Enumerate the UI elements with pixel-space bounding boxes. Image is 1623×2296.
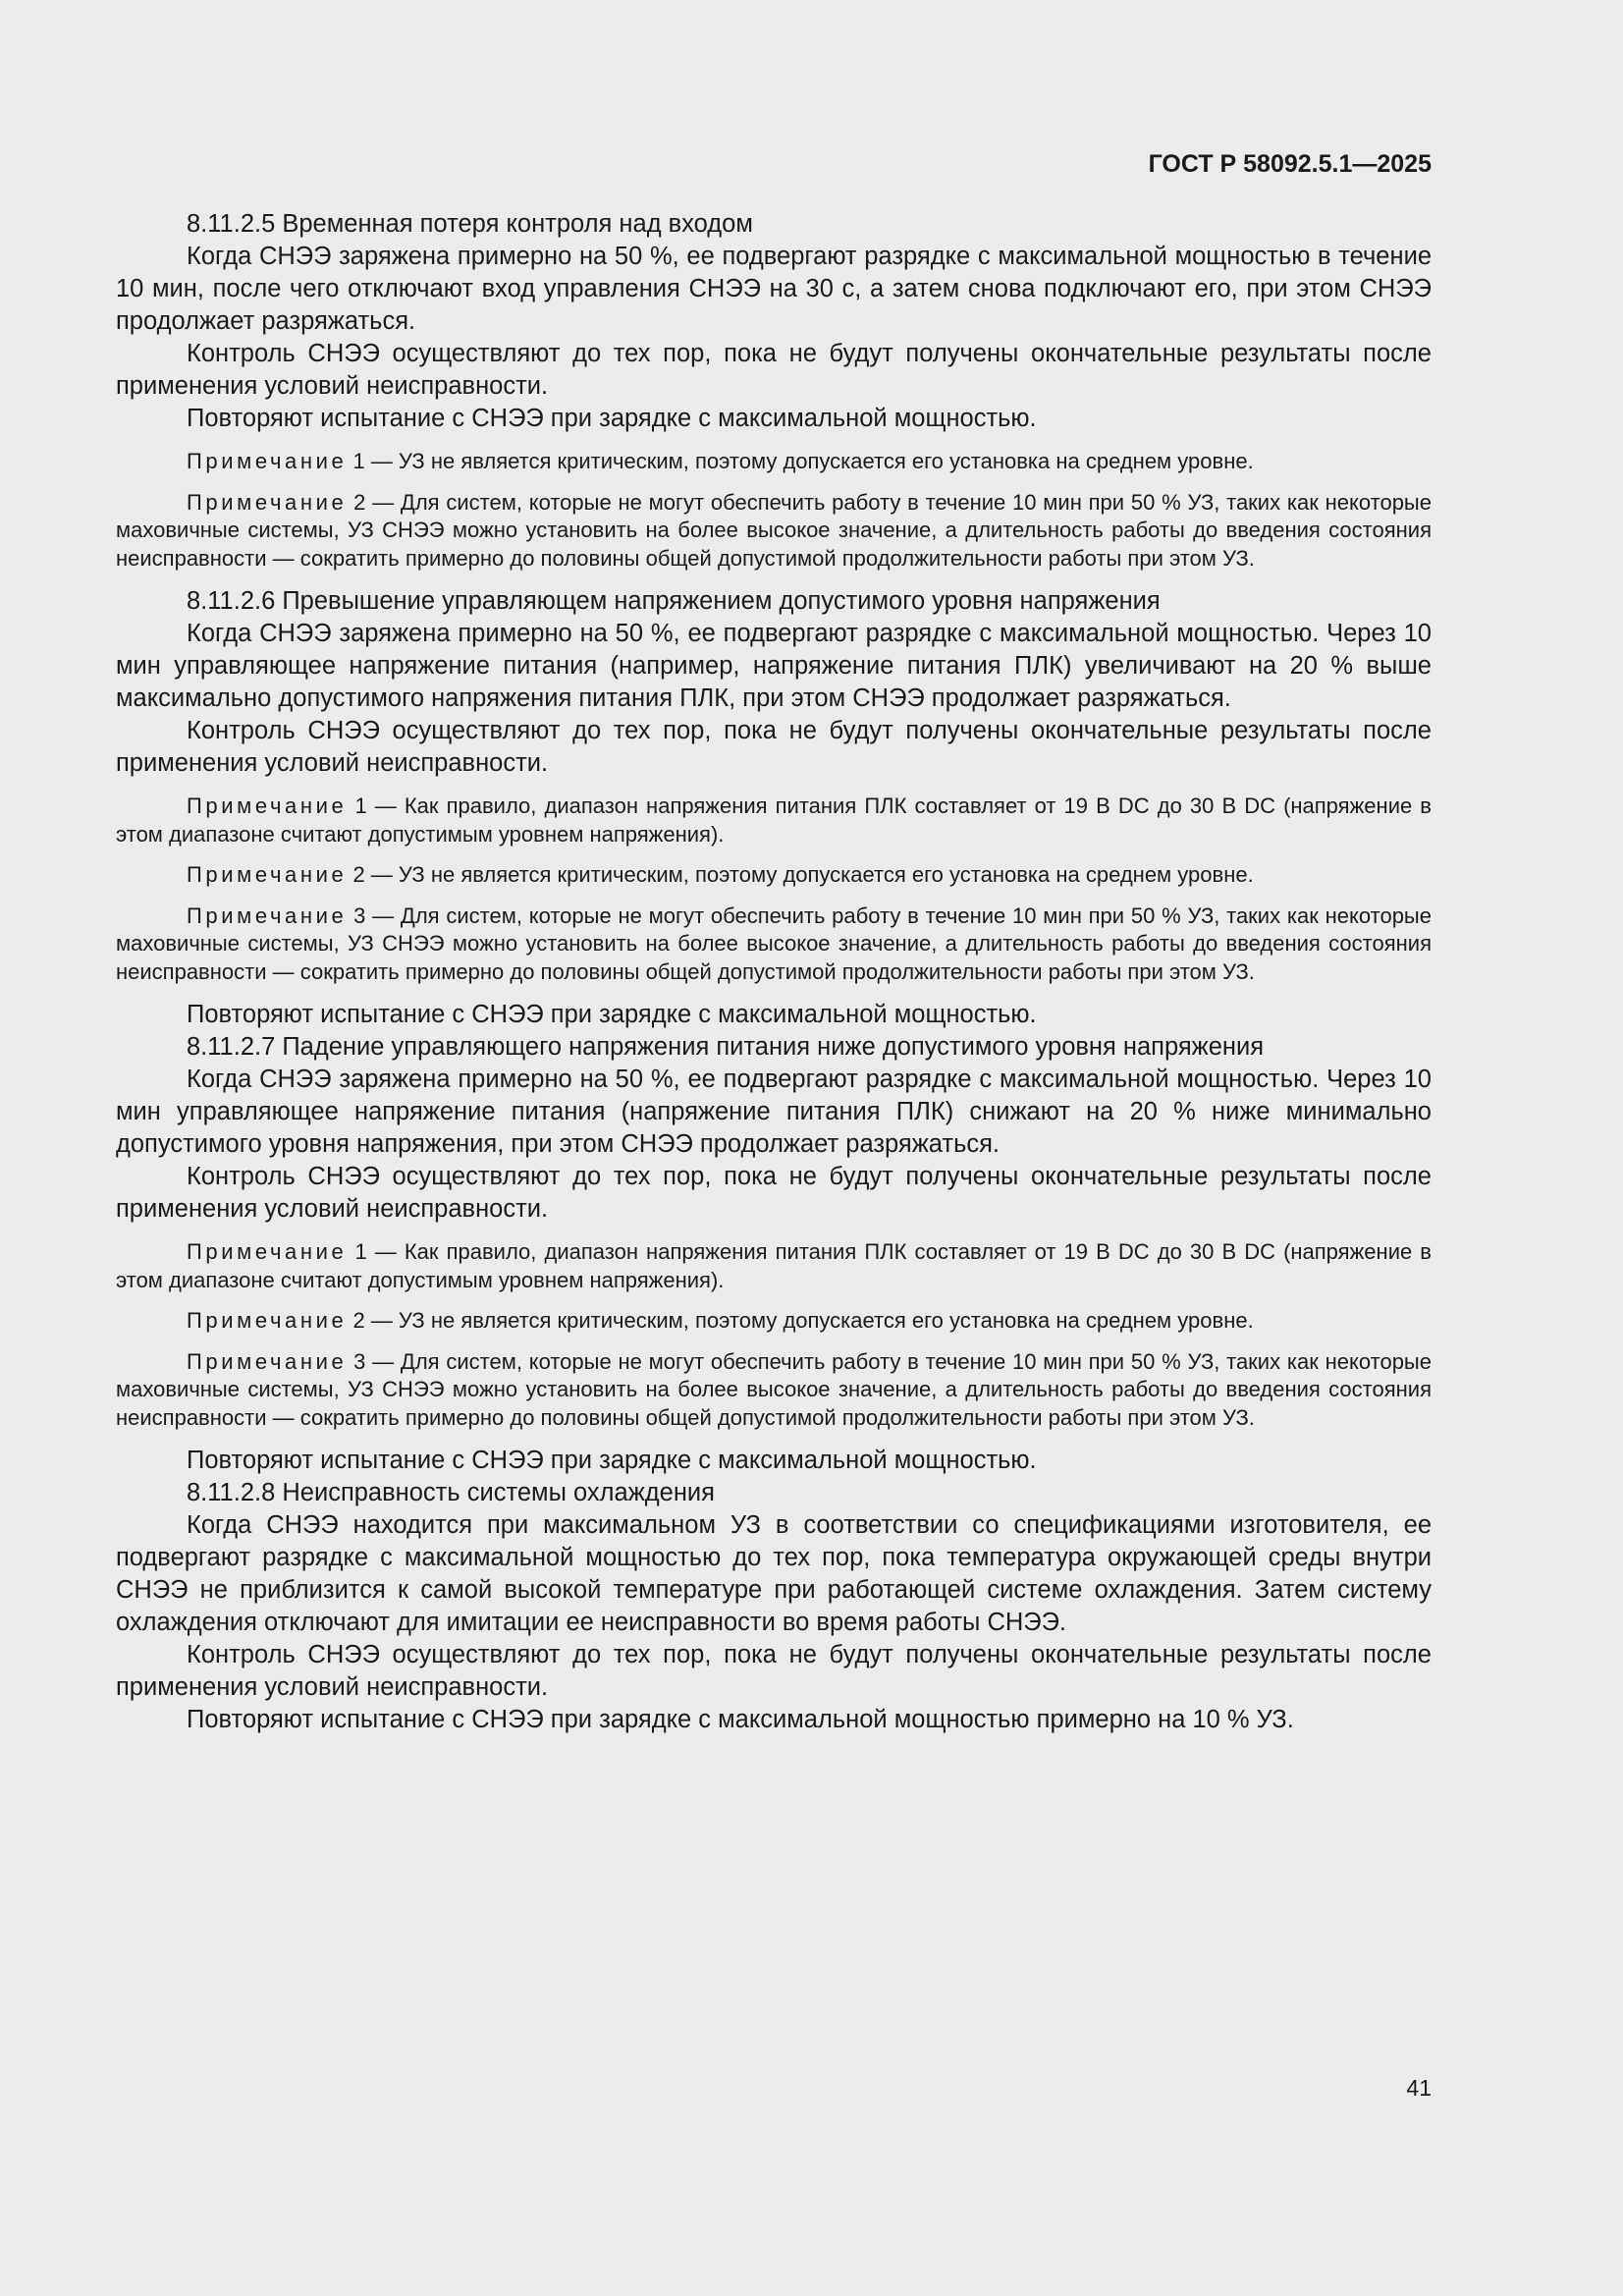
- note-text: 1 — Как правило, диапазон напряжения питания ПЛК составляет от 19 В DC до 30 В DC (напряжение в этом диапазоне считают допустимым уровнем напряжения).: [116, 1239, 1432, 1292]
- paragraph: Контроль СНЭЭ осуществляют до тех пор, пока не будут получены окончательные результаты после применения условий неисправности.: [116, 340, 1432, 400]
- note-label: Примечание: [187, 489, 348, 515]
- paragraph: Повторяют испытание с СНЭЭ при зарядке с максимальной мощностью примерно на 10 % УЗ.: [187, 1706, 1294, 1733]
- note-text: 3 — Для систем, которые не могут обеспечить работу в течение 10 мин при 50 % УЗ, таких как некоторые маховичные системы, УЗ СНЭЭ можно установить на более высокое значение, а длительность работы до введения состояния неисправности — сократить примерно до половины общей допустимой продолжительности работы при этом УЗ.: [116, 1348, 1432, 1430]
- note-text: 1 — Как правило, диапазон напряжения питания ПЛК составляет от 19 В DC до 30 В DC (напряжение в этом диапазоне считают допустимым уровнем напряжения).: [116, 793, 1432, 847]
- note-text: 2 — Для систем, которые не могут обеспечить работу в течение 10 мин при 50 % УЗ, таких как некоторые маховичные системы, УЗ СНЭЭ можно установить на более высокое значение, а длительность работы до введения состояния неисправности — сократить примерно до половины общей допустимой продолжительности работы при этом УЗ.: [116, 489, 1432, 571]
- document-body: [116, 208, 1432, 1736]
- paragraph: Когда СНЭЭ находится при максимальном УЗ в соответствии со спецификациями изготовителя, ее подвергают разрядке с максимальной мощностью до тех пор, пока температура окружающей среды внутри СНЭЭ не приблизится к самой высокой температуре при работающей системе охлаждения. Затем систему охлаждения отключают для имитации ее неисправности во время работы СНЭЭ.: [116, 1511, 1432, 1636]
- note-label: Примечание: [187, 793, 348, 818]
- note-label: Примечание: [187, 862, 348, 887]
- page-number: 41: [1406, 2075, 1432, 2101]
- paragraph: Повторяют испытание с СНЭЭ при зарядке с максимальной мощностью.: [187, 1001, 1037, 1028]
- paragraph: 8.11.2.7 Падение управляющего напряжения питания ниже допустимого уровня напряжения: [187, 1033, 1265, 1061]
- note-label: Примечание: [187, 1308, 348, 1333]
- paragraph: Контроль СНЭЭ осуществляют до тех пор, пока не будут получены окончательные результаты после применения условий неисправности.: [116, 717, 1432, 777]
- note: [116, 448, 1432, 476]
- paragraph: Контроль СНЭЭ осуществляют до тех пор, пока не будут получены окончательные результаты после применения условий неисправности.: [116, 1163, 1432, 1223]
- paragraph: Контроль СНЭЭ осуществляют до тех пор, пока не будут получены окончательные результаты после применения условий неисправности.: [116, 1641, 1432, 1701]
- paragraph: Когда СНЭЭ заряжена примерно на 50 %, ее подвергают разрядке с максимальной мощностью. Через 10 мин управляющее напряжение питания (напряжение питания ПЛК) снижают на 20 % ниже минимально допустимого уровня напряжения, при этом СНЭЭ продолжает разряжаться.: [116, 1066, 1432, 1158]
- document-code-header: ГОСТ Р 58092.5.1—2025: [1148, 150, 1432, 178]
- note-label: Примечание: [187, 902, 348, 928]
- note-text: 2 — УЗ не является критическим, поэтому допускается его установка на среднем уровне.: [352, 1308, 1254, 1333]
- paragraph: Повторяют испытание с СНЭЭ при зарядке с максимальной мощностью.: [187, 405, 1037, 432]
- paragraph: 8.11.2.8 Неисправность системы охлаждения: [187, 1479, 715, 1506]
- note: [116, 489, 1432, 574]
- note-label: Примечание: [187, 449, 348, 473]
- note: [116, 1348, 1432, 1433]
- paragraph: 8.11.2.6 Превышение управляющем напряжением допустимого уровня напряжения: [187, 587, 1161, 615]
- note: [116, 861, 1432, 890]
- paragraph: Когда СНЭЭ заряжена примерно на 50 %, ее подвергают разрядке с максимальной мощностью. Через 10 мин управляющее напряжение питания (например, напряжение питания ПЛК) увеличивают на 20 % выше максимально допустимого напряжения питания ПЛК, при этом СНЭЭ продолжает разряжаться.: [116, 620, 1432, 712]
- note: [116, 902, 1432, 987]
- note-text: 2 — УЗ не является критическим, поэтому допускается его установка на среднем уровне.: [352, 862, 1254, 887]
- note-label: Примечание: [187, 1239, 348, 1264]
- note-label: Примечание: [187, 1348, 348, 1374]
- note: [116, 1238, 1432, 1294]
- note: [116, 1307, 1432, 1336]
- paragraph: Когда СНЭЭ заряжена примерно на 50 %, ее подвергают разрядке с максимальной мощностью в течение 10 мин, после чего отключают вход управления СНЭЭ на 30 с, а затем снова подключают его, при этом СНЭЭ продолжает разряжаться.: [116, 243, 1432, 335]
- paragraph: Повторяют испытание с СНЭЭ при зарядке с максимальной мощностью.: [187, 1447, 1037, 1474]
- note: [116, 793, 1432, 848]
- note-text: 3 — Для систем, которые не могут обеспечить работу в течение 10 мин при 50 % УЗ, таких как некоторые маховичные системы, УЗ СНЭЭ можно установить на более высокое значение, а длительность работы до введения состояния неисправности — сократить примерно до половины общей допустимой продолжительности работы при этом УЗ.: [116, 902, 1432, 984]
- paragraph: 8.11.2.5 Временная потеря контроля над входом: [187, 210, 753, 238]
- note-text: 1 — УЗ не является критическим, поэтому допускается его установка на среднем уровне.: [352, 449, 1254, 473]
